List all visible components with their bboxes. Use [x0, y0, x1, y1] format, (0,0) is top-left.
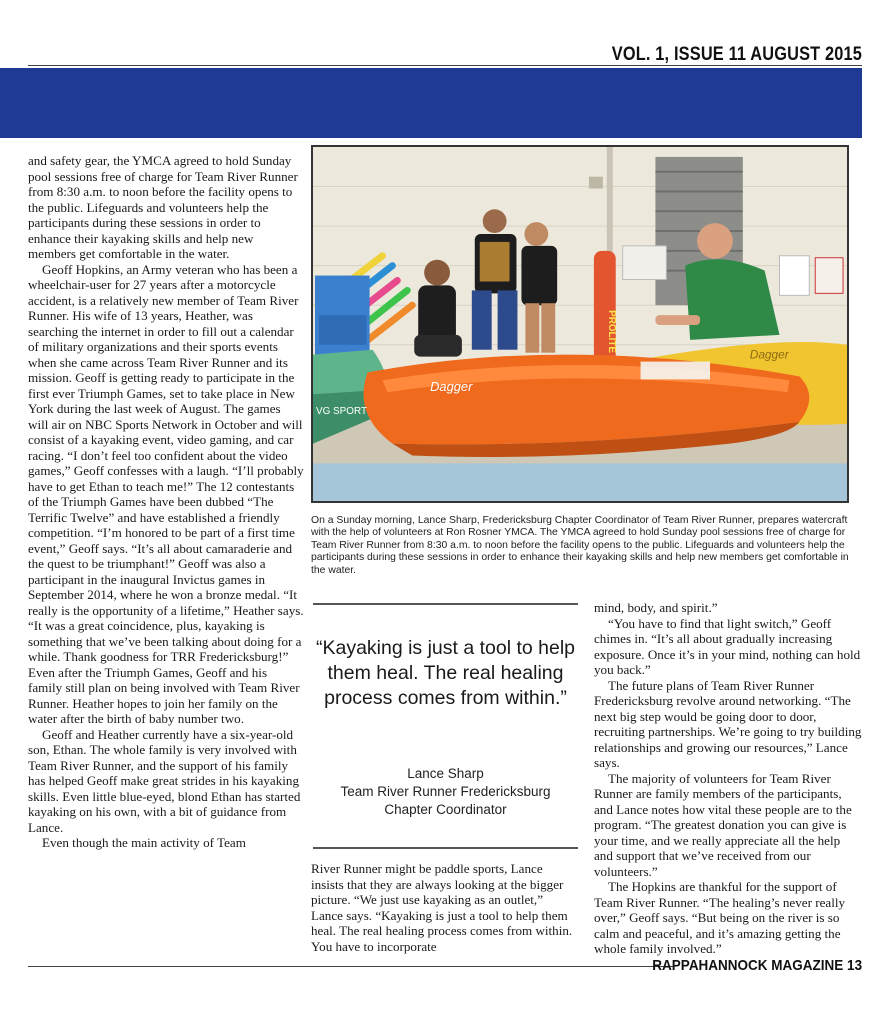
paragraph: The future plans of Team River Runner Fredericksburg revolve around networking. “The next big step would be going door to door, recruiting partnerships. We’re going to try building relationships and growing our resources,” Lance says.: [594, 677, 862, 770]
paragraph: The Hopkins are thankful for the support of Team River Runner. “The healing’s never really over,” Geoff says. “But being on the river is so calm and peaceful, and it’s amazing getting the whole family involved.”: [594, 879, 846, 956]
pull-quote-bottom-rule: [313, 847, 578, 849]
paragraph: mind, body, and spirit.”: [594, 600, 718, 615]
article-photo: [311, 145, 849, 503]
paragraph: River Runner might be paddle sports, Lance insists that they are always looking at the bigger picture. “We just use kayaking as an outlet,” Lance says. “Kayaking is just a tool to help them heal. The real healing process comes from within. You have to incorporate: [311, 861, 573, 954]
pull-quote-org: Team River Runner Fredericksburg: [340, 784, 551, 799]
paragraph: “You have to find that light switch,” Geoff chimes in. “It’s all about gradually increasing exposure. Once it’s in your mind, nothing can hold you back.”: [594, 615, 861, 677]
header-rule: [28, 65, 862, 66]
kayak-side-label: VG SPORT: [315, 405, 368, 417]
issue-line: VOL. 1, ISSUE 11 AUGUST 2015: [611, 44, 862, 65]
kayak-photo-illustration: [313, 147, 847, 501]
article-column-middle: [311, 861, 576, 954]
article-column-right: [594, 600, 862, 957]
pull-quote-text: “Kayaking is just a tool to help them heal. The real healing process comes from within.”: [315, 637, 576, 709]
header-color-band: [0, 68, 862, 138]
paragraph: and safety gear, the YMCA agreed to hold Sunday pool sessions free of charge for Team River Runner from 8:30 a.m. to noon before the facility opens to the public. Lifeguards and volunteers help the participants during these sessions in order to enhance their kayaking skills and help new members get comfortable in the water.: [28, 153, 298, 261]
paragraph: Even though the main activity of Team: [42, 835, 246, 850]
paragraph: Geoff and Heather currently have a six-year-old son, Ethan. The whole family is very involved with Team River Runner, and the support of his family has helped Geoff make great strides in his kayaking skills. Even little blue-eyed, blond Ethan has started kayaking on his own, with a bit of guidance from Lance.: [28, 726, 301, 835]
paragraph: The majority of volunteers for Team River Runner are family members of the participants, and Lance notes how vital these people are to the program. “The greatest donation you can give is your time, and we really appreciate all the help and support that we’ve received from our volunteers.”: [594, 770, 852, 879]
kayak-brand-label: Dagger: [430, 379, 473, 395]
page-footer: RAPPAHANNOCK MAGAZINE 13: [652, 957, 862, 974]
kayak-brand-label-2: Dagger: [749, 347, 789, 362]
footer-rule: [28, 966, 674, 967]
pull-quote-attribution: [313, 765, 578, 819]
pull-quote-role: Chapter Coordinator: [384, 802, 507, 817]
float-board-label: PROLITE: [605, 310, 617, 353]
pull-quote-name: Lance Sharp: [407, 766, 484, 781]
article-column-left: [28, 153, 304, 851]
paragraph: Geoff Hopkins, an Army veteran who has been a wheelchair-user for 27 years after a motorcycle accident, is a relatively new member of Team River Runner. His wife of 13 years, Heather, was searching the internet in order to fill out a calendar of military organizations and their sports events when she came across Team River Runner and its mission. Geoff is getting ready to participate in the first ever Triumph Games, set to take place in New York during the last week of August. The games will air on NBC Sports Network in October and will consist of a kayaking event, video gaming, and car racing. “I don’t feel too confident about the video games,” Geoff confesses with a laugh. “I’ll probably have to get Ethan to teach me!” The 12 contestants of the Triumph Games have been dubbed “The Terrific Twelve” and have established a friendly competition. “I’m honored to be part of a first time event,” Geoff says. “It’s all about camaraderie and the quest to be triumphant!” Geoff was also a participant in the inaugural Invictus games in September 2014, where he won a bronze medal. “It really is the opportunity of a lifetime,” Heather says. “It was a great coincidence, plus, kayaking is something that we’ve been talking about doing for a while. Thank goodness for TRR Fredericksburg!” Even after the Triumph Games, Geoff and his family still plan on being involved with Team River Runner. Heather hopes to join her family on the water after the birth of baby number two.: [28, 261, 304, 726]
photo-caption: On a Sunday morning, Lance Sharp, Fredericksburg Chapter Coordinator of Team River Runner, prepares watercraft with the help of volunteers at Ron Rosner YMCA. The YMCA agreed to hold Sunday pool sessions free of charge for Team River Runner from 8:30 a.m. to noon before the facility opens to the public. Lifeguards and volunteers help the participants during these sessions in order to enhance their kayaking skills and help new members get comfortable in the water.: [311, 515, 849, 576]
pull-quote-top-rule: [313, 603, 578, 605]
